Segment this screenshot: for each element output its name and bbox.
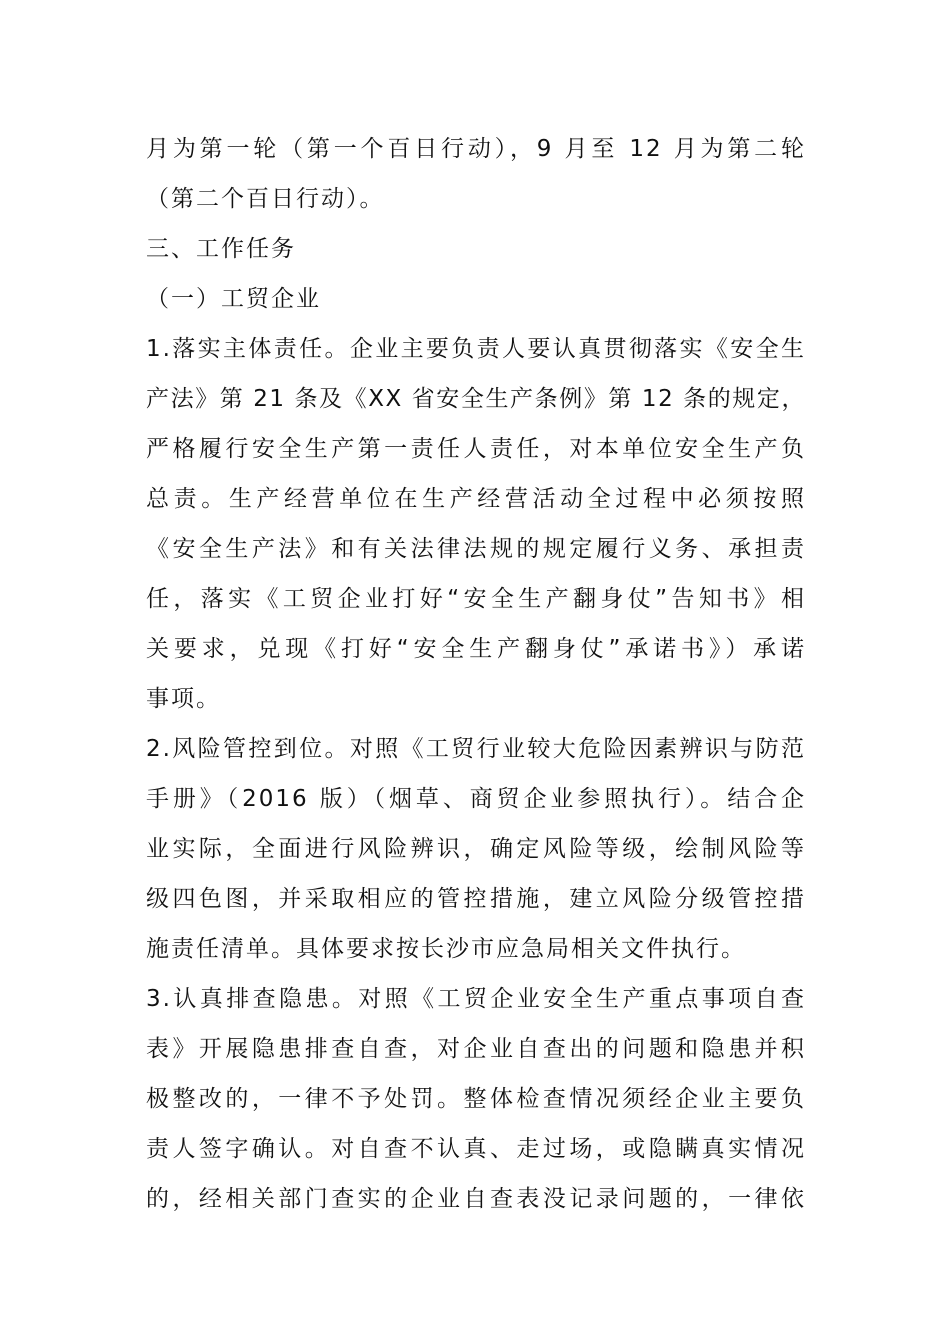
- text-line: 《安全生产法》和有关法律法规的规定履行义务、承担责: [146, 536, 806, 562]
- text-line: 施责任清单。具体要求按长沙市应急局相关文件执行。: [146, 936, 746, 962]
- text-line: 极整改的，一律不予处罚。整体检查情况须经企业主要负: [146, 1086, 806, 1112]
- text-line: 任，落实《工贸企业打好“安全生产翻身仗”告知书》相: [146, 586, 806, 612]
- text-line: 1.落实主体责任。企业主要负责人要认真贯彻落实《安全生: [146, 336, 806, 362]
- text-line: 关要求，兑现《打好“安全生产翻身仗”承诺书》）承诺: [146, 636, 806, 662]
- text-line: 月为第一轮（第一个百日行动），9 月至 12 月为第二轮: [146, 136, 806, 162]
- text-line: 2.风险管控到位。对照《工贸行业较大危险因素辨识与防范: [146, 736, 806, 762]
- text-line: 手册》（2016 版）（烟草、商贸企业参照执行）。结合企: [146, 786, 806, 812]
- document-body: [146, 124, 806, 1224]
- text-line: 3.认真排查隐患。对照《工贸企业安全生产重点事项自查: [146, 986, 806, 1012]
- section-heading: 三、工作任务: [146, 236, 296, 262]
- text-line: 事项。: [146, 686, 221, 712]
- text-line: 总责。生产经营单位在生产经营活动全过程中必须按照: [146, 486, 806, 512]
- text-line: 的，经相关部门查实的企业自查表没记录问题的，一律依: [146, 1186, 806, 1212]
- text-line: 责人签字确认。对自查不认真、走过场，或隐瞒真实情况: [146, 1136, 806, 1162]
- text-line: 业实际，全面进行风险辨识，确定风险等级，绘制风险等: [146, 836, 806, 862]
- subsection-heading: （一）工贸企业: [146, 286, 321, 312]
- text-line: （第二个百日行动）。: [146, 186, 385, 212]
- text-line: 产法》第 21 条及《XX 省安全生产条例》第 12 条的规定，: [146, 386, 806, 412]
- text-line: 严格履行安全生产第一责任人责任，对本单位安全生产负: [146, 436, 806, 462]
- text-line: 级四色图，并采取相应的管控措施，建立风险分级管控措: [146, 886, 806, 912]
- text-line: 表》开展隐患排查自查，对企业自查出的问题和隐患并积: [146, 1036, 806, 1062]
